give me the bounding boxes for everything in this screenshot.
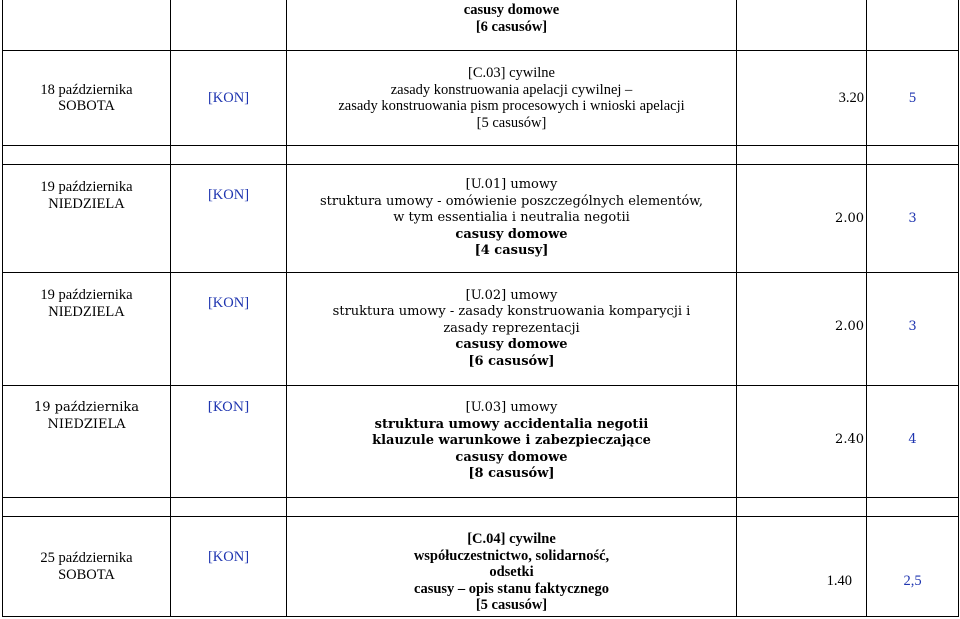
hours-value: 1.40: [826, 573, 852, 589]
tag-cell: [171, 517, 287, 617]
topic-line: [6 casusów]: [475, 18, 548, 35]
topic-line: casusy domowe: [463, 2, 560, 18]
hours-cell: [737, 517, 867, 617]
points-value: 5: [908, 89, 917, 106]
topic-line: współuczestnictwo, solidarność,: [413, 547, 610, 564]
hours-cell: [737, 273, 867, 386]
day-text: NIEDZIELA: [48, 303, 125, 320]
points-cell: [867, 165, 959, 273]
kon-tag: [KON]: [207, 549, 250, 565]
table-row-fragment: [3, 0, 959, 51]
day-text: SOBOTA: [58, 566, 115, 583]
date-cell: [3, 0, 171, 51]
points-cell: [867, 517, 959, 617]
points-value: 3: [908, 319, 917, 334]
hours-cell: [737, 0, 867, 51]
hours-value: 2.00: [835, 211, 864, 226]
day-text: NIEDZIELA: [48, 195, 125, 212]
kon-tag: [KON]: [207, 187, 250, 203]
spacer-row: [3, 146, 959, 165]
kon-tag: [KON]: [207, 89, 250, 106]
topic-line: casusy domowe: [455, 449, 568, 465]
topic-cell: [287, 517, 737, 617]
tag-cell: [171, 273, 287, 386]
tag-cell: [171, 165, 287, 273]
schedule-table: [2, 0, 959, 617]
topic-line: [4 casusy]: [474, 243, 549, 259]
points-cell: [867, 273, 959, 386]
topic-line: [U.02] umowy: [465, 287, 558, 303]
topic-line: [U.03] umowy: [465, 400, 558, 416]
topic-line: casusy domowe: [455, 337, 568, 353]
topic-line: w tym essentialia i neutralia negotii: [393, 210, 630, 226]
date-cell: [3, 273, 171, 386]
table-row: [3, 51, 959, 146]
spacer-row: [3, 498, 959, 517]
topic-cell: [287, 51, 737, 146]
day-text: SOBOTA: [58, 98, 115, 114]
topic-line: [C.03] cywilne: [468, 65, 555, 81]
topic-line: klauzule warunkowe i zabezpieczające: [372, 433, 651, 449]
topic-line: zasady reprezentacji: [443, 320, 580, 336]
kon-tag: [KON]: [207, 295, 250, 311]
topic-cell: [287, 0, 737, 51]
hours-value: 2.00: [835, 319, 864, 334]
table-row: [3, 386, 959, 498]
hours-cell: [737, 165, 867, 273]
day-text: NIEDZIELA: [47, 416, 126, 432]
topic-cell: [287, 165, 737, 273]
date-text: 19 października: [40, 287, 133, 303]
points-value: 3: [908, 211, 917, 226]
hours-value: 2.40: [835, 432, 864, 447]
table-row: [3, 517, 959, 617]
points-cell: [867, 386, 959, 498]
topic-line: struktura umowy - zasady konstruowania komparycji i: [332, 304, 691, 320]
tag-cell: [171, 386, 287, 498]
tag-cell: [171, 0, 287, 51]
date-text: 25 października: [40, 550, 133, 566]
date-cell: [3, 386, 171, 498]
topic-line: odsetki: [489, 564, 534, 580]
date-cell: [3, 517, 171, 617]
hours-value: 3.20: [838, 89, 864, 106]
kon-tag: [KON]: [207, 400, 250, 415]
topic-line: zasady konstruowania pism procesowych i wnioski apelacji: [338, 98, 685, 114]
hours-cell: [737, 51, 867, 146]
topic-line: [8 casusów]: [468, 466, 555, 482]
table-row: [3, 273, 959, 386]
topic-line: struktura umowy - omówienie poszczególnych elementów,: [319, 193, 704, 209]
points-value: 4: [908, 432, 917, 447]
date-text: 19 października: [40, 179, 133, 195]
topic-line: casusy – opis stanu faktycznego: [414, 580, 609, 597]
date-cell: [3, 51, 171, 146]
topic-cell: [287, 386, 737, 498]
date-text: 19 października: [34, 400, 139, 415]
date-cell: [3, 165, 171, 273]
hours-cell: [737, 386, 867, 498]
points-cell: [867, 51, 959, 146]
points-cell: [867, 0, 959, 51]
topic-line: struktura umowy accidentalia negotii: [374, 416, 649, 432]
topic-line: [5 casusów]: [476, 114, 547, 131]
table-row: [3, 165, 959, 273]
topic-line: [6 casusów]: [468, 353, 555, 369]
topic-cell: [287, 273, 737, 386]
tag-cell: [171, 51, 287, 146]
topic-line: zasady konstruowania apelacji cywilnej –: [390, 81, 633, 98]
topic-line: casusy domowe: [455, 226, 568, 242]
topic-line: [C.04] cywilne: [467, 531, 556, 547]
topic-line: [U.01] umowy: [465, 177, 558, 193]
topic-line: [5 casusów]: [475, 597, 548, 613]
points-value: 2,5: [903, 573, 922, 589]
date-text: 18 października: [40, 81, 133, 98]
